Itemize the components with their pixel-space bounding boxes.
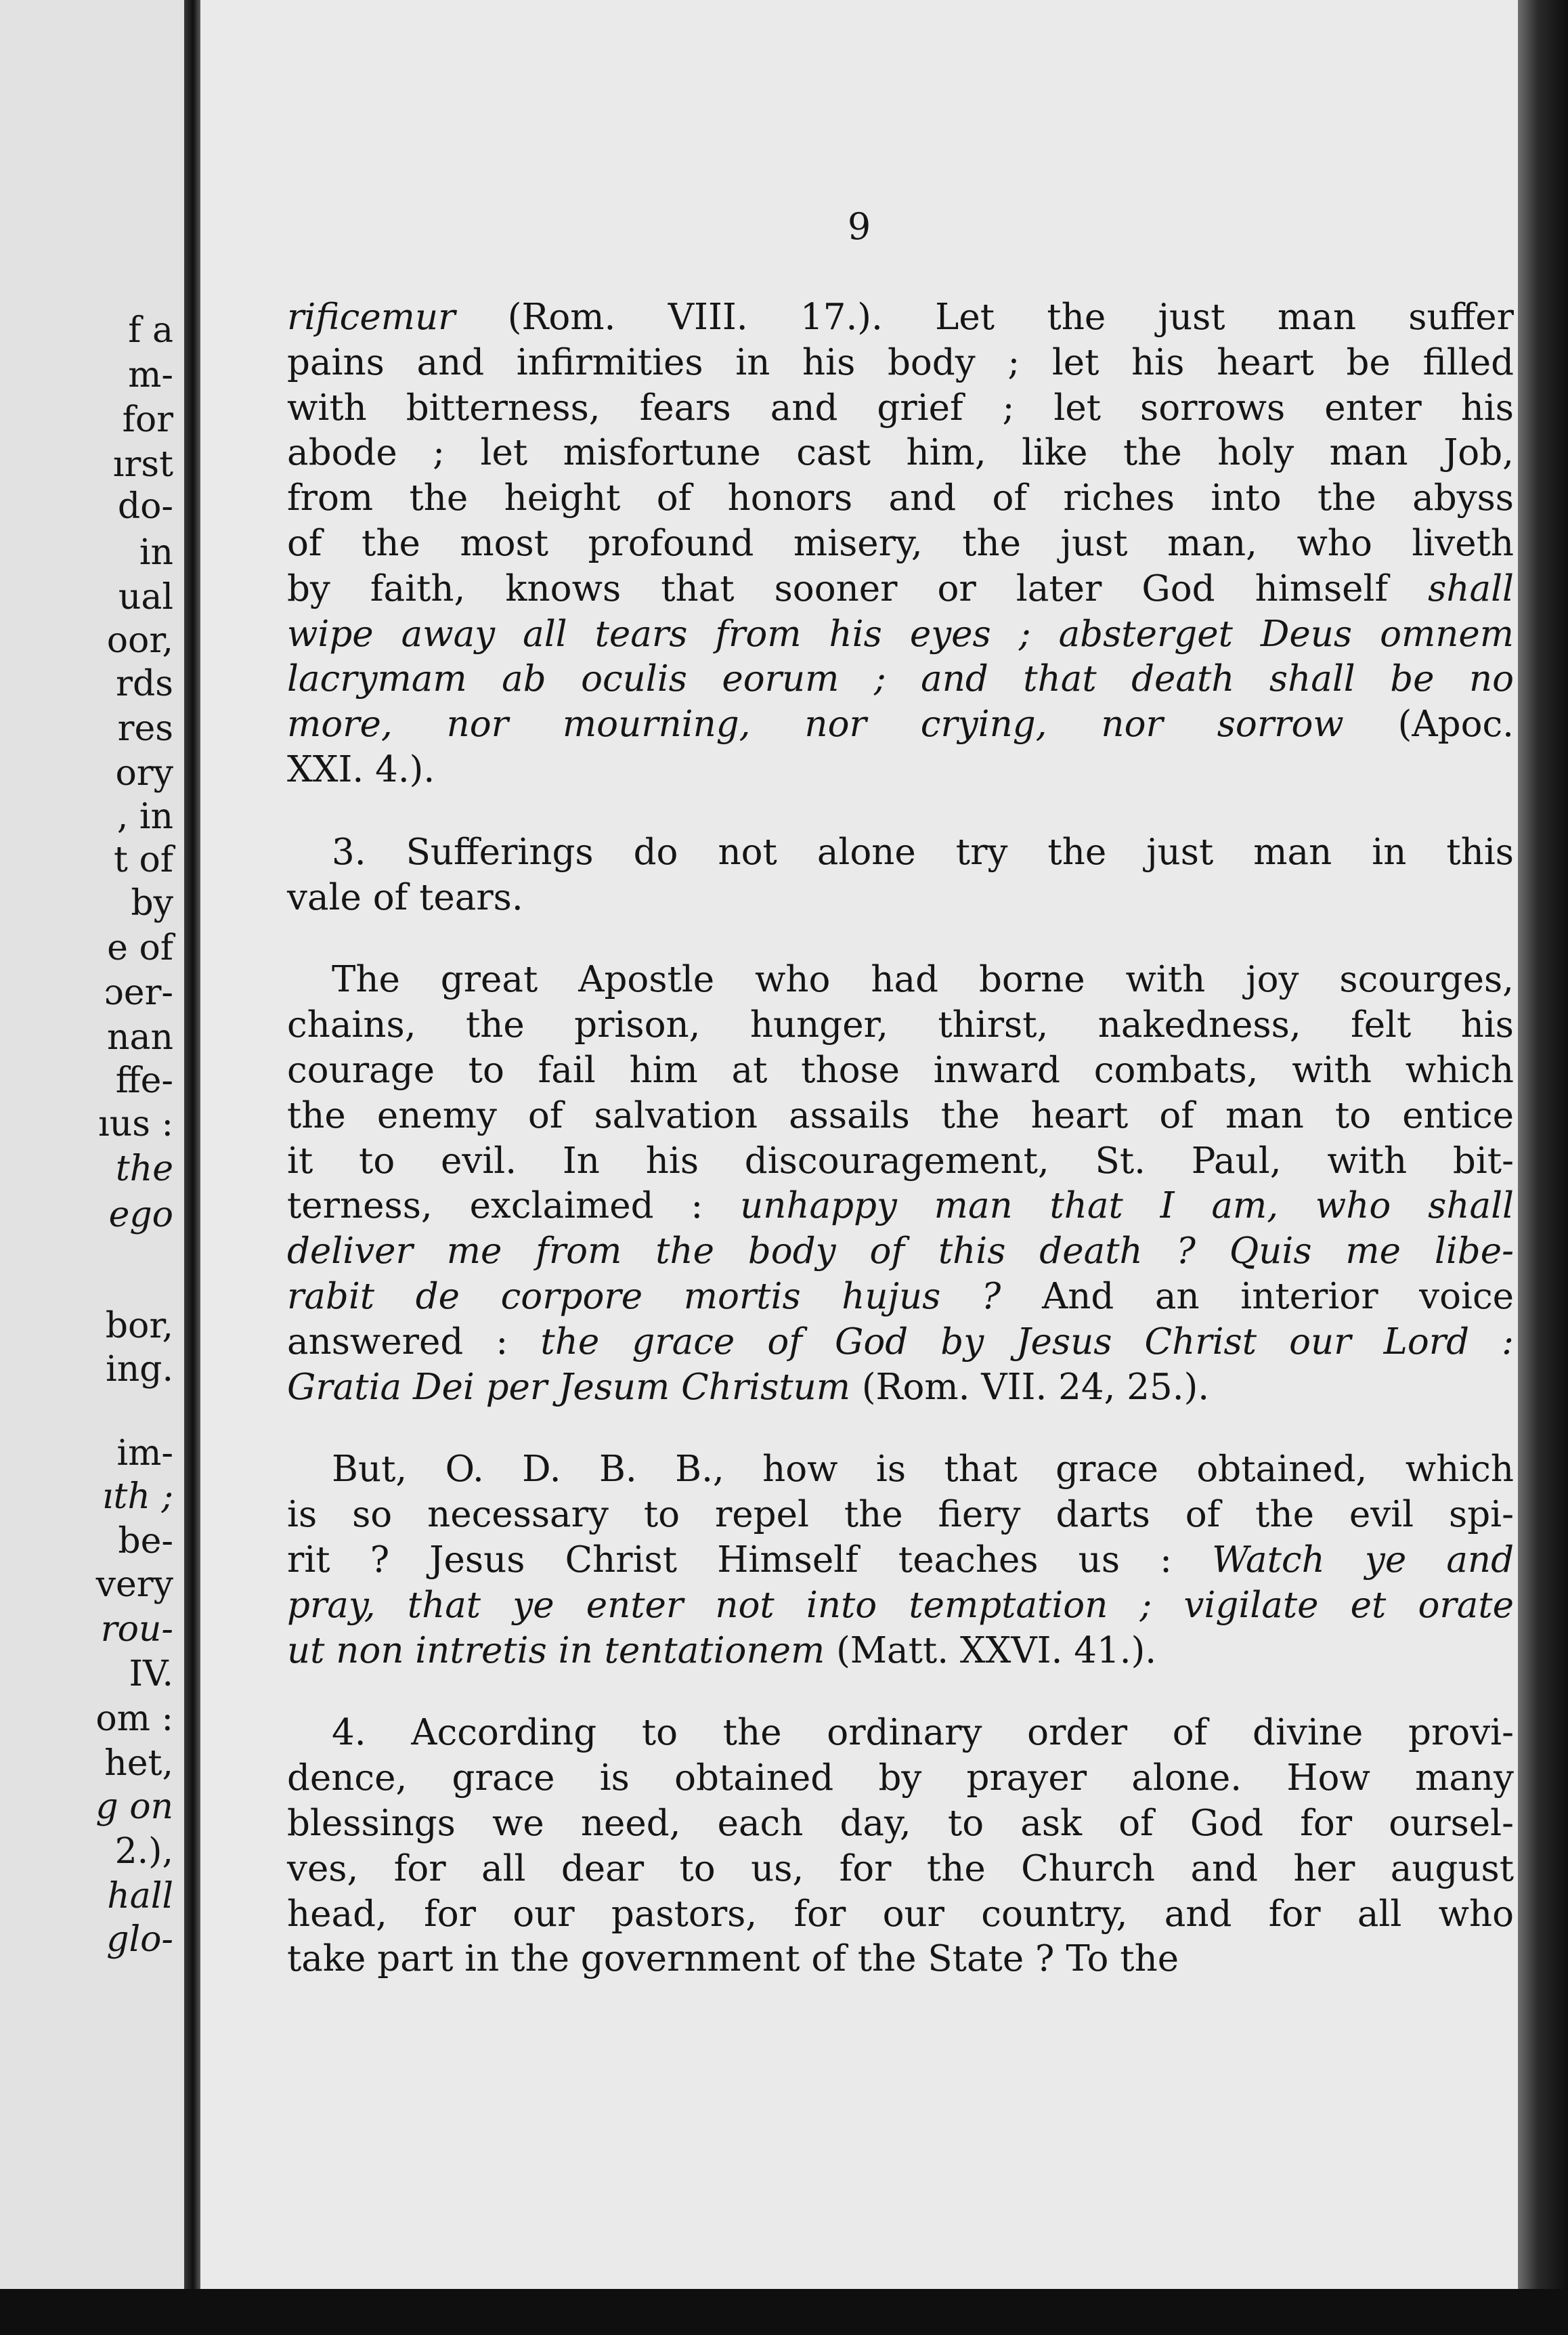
margin-fragment: 2.),	[114, 1831, 173, 1872]
text-line	[287, 958, 1514, 1003]
margin-fragment: rds	[116, 664, 173, 704]
text-line	[287, 1847, 1514, 1892]
margin-fragment: t of	[114, 840, 173, 880]
text-line	[287, 295, 1514, 341]
margin-fragment: the	[115, 1149, 173, 1189]
book-gutter	[184, 0, 200, 2335]
text-run: XXI. 4.).	[287, 748, 435, 790]
margin-fragment: do-	[117, 486, 173, 527]
margin-fragment: f a	[128, 310, 173, 351]
text-line	[287, 1320, 1514, 1365]
margin-fragment: in	[139, 532, 173, 573]
margin-fragment: ıth ;	[102, 1476, 173, 1517]
text-run: dence, grace is obtained by prayer alone. How many	[287, 1757, 1514, 1799]
italic-run: ut non intretis in tentationem	[287, 1629, 825, 1671]
text-line	[287, 1801, 1514, 1847]
margin-fragment: nan	[107, 1017, 173, 1058]
text-line	[287, 1583, 1514, 1629]
margin-fragment: m-	[128, 355, 173, 395]
text-line	[287, 657, 1514, 702]
text-line	[287, 830, 1514, 876]
text-line	[287, 1447, 1514, 1493]
text-line	[287, 1003, 1514, 1048]
text-line	[287, 1184, 1514, 1229]
margin-fragment: glo-	[106, 1919, 173, 1960]
italic-run: the grace of God by Jesus Christ our Lord :	[540, 1321, 1515, 1363]
text-line	[287, 1756, 1514, 1801]
margin-fragment: very	[95, 1564, 173, 1605]
italic-run: pray, that ye enter not into temptation ; vigilate et orate	[287, 1584, 1514, 1626]
italic-run: shall	[1428, 567, 1514, 609]
text-run: (Apoc.	[1343, 704, 1515, 746]
margin-fragment: ego	[108, 1195, 173, 1235]
paragraph-gap	[287, 1673, 1514, 1711]
text-run: is so necessary to repel the fiery darts of the evil spi-	[287, 1494, 1514, 1536]
text-run: courage to fail him at those inward combats, with which	[287, 1049, 1514, 1091]
text-line	[287, 386, 1514, 431]
margin-fragment: res	[117, 708, 173, 749]
text-line	[287, 1229, 1514, 1274]
italic-run: rificemur	[287, 297, 456, 338]
text-run: ves, for all dear to us, for the Church and her august	[287, 1847, 1514, 1889]
text-line	[287, 748, 1514, 793]
text-line	[287, 1538, 1514, 1583]
italic-run: rabit de corpore mortis hujus ?	[287, 1275, 1001, 1317]
text-run: it to evil. In his discouragement, St. Paul, with bit-	[287, 1140, 1514, 1182]
text-line	[287, 1139, 1514, 1184]
italic-run: Gratia Dei per Jesum Christum	[287, 1366, 851, 1408]
margin-fragment: g on	[95, 1786, 173, 1827]
margin-fragment: oor,	[106, 620, 173, 661]
margin-fragment: by	[131, 883, 173, 924]
text-run: vale of tears.	[287, 876, 523, 918]
italic-run: unhappy man that I am, who shall	[740, 1185, 1514, 1227]
margin-fragment: ɔer-	[104, 972, 173, 1013]
text-line	[287, 476, 1514, 521]
text-line	[287, 1892, 1514, 1937]
text-run: head, for our pastors, for our country, and for all who	[287, 1893, 1514, 1935]
margin-fragment: , in	[116, 796, 173, 837]
text-line	[287, 612, 1514, 658]
paragraph-gap	[287, 920, 1514, 958]
text-run: 3. Sufferings do not alone try the just man in this	[332, 831, 1514, 873]
text-run: from the height of honors and of riches into the abyss	[287, 477, 1514, 519]
margin-fragment: ing.	[106, 1349, 173, 1390]
margin-fragment: ual	[118, 577, 173, 618]
italic-run: Watch ye and	[1212, 1539, 1514, 1581]
margin-fragment: be-	[118, 1521, 173, 1562]
text-line	[287, 1629, 1514, 1674]
text-line	[287, 567, 1514, 612]
margin-fragment: ory	[115, 753, 173, 794]
margin-fragment: ffe-	[115, 1061, 173, 1101]
text-line	[287, 1048, 1514, 1094]
text-run: The great Apostle who had borne with joy scourges,	[332, 959, 1514, 1001]
text-line	[287, 702, 1514, 748]
italic-run: lacrymam ab oculis eorum ; and that death shall be no	[287, 658, 1514, 700]
margin-fragment: im-	[116, 1433, 173, 1474]
margin-fragment: ırst	[112, 444, 173, 485]
text-line	[287, 1094, 1514, 1139]
text-line	[287, 341, 1514, 386]
text-line	[287, 1365, 1514, 1411]
text-run: pains and infirmities in his body ; let his heart be filled	[287, 341, 1514, 383]
page-number: 9	[847, 205, 871, 248]
text-line	[287, 1937, 1514, 1982]
text-run: answered :	[287, 1321, 541, 1363]
margin-fragment: hall	[107, 1876, 173, 1916]
page-edge	[1518, 0, 1568, 2335]
margin-fragment: IV.	[129, 1654, 173, 1694]
text-run: And an interior voice	[1001, 1275, 1514, 1317]
text-run: with bitterness, fears and grief ; let sorrows enter his	[287, 387, 1514, 429]
book-page	[200, 0, 1518, 2289]
text-run: the enemy of salvation assails the heart of man to entice	[287, 1094, 1514, 1136]
text-run: terness, exclaimed :	[287, 1185, 741, 1227]
text-run: chains, the prison, hunger, thirst, nakedness, felt his	[287, 1004, 1514, 1046]
text-run: 4. According to the ordinary order of divine provi-	[332, 1712, 1514, 1754]
margin-fragment: bor,	[105, 1306, 173, 1346]
text-line	[287, 1493, 1514, 1538]
italic-run: more, nor mourning, nor crying, nor sorrow	[287, 704, 1344, 746]
text-run: blessings we need, each day, to ask of God for oursel-	[287, 1802, 1514, 1844]
facing-page-fragment	[0, 0, 184, 2335]
margin-fragment: ıus :	[98, 1104, 173, 1144]
text-line	[287, 876, 1514, 921]
text-line	[287, 521, 1514, 567]
scan-border	[0, 2289, 1568, 2335]
text-run: (Rom. VII. 24, 25.).	[850, 1366, 1210, 1408]
margin-fragment: het,	[104, 1743, 173, 1784]
text-run: by faith, knows that sooner or later God himself	[287, 567, 1429, 609]
text-run: of the most profound misery, the just man, who liveth	[287, 522, 1514, 564]
margin-fragment: e of	[107, 928, 173, 968]
text-run: (Rom. VIII. 17.). Let the just man suffer	[455, 297, 1514, 338]
paragraph-gap	[287, 793, 1514, 830]
text-run: rit ? Jesus Christ Himself teaches us :	[287, 1539, 1213, 1581]
margin-fragment: for	[122, 400, 173, 440]
text-line	[287, 1274, 1514, 1320]
text-run: But, O. D. B. B., how is that grace obtained, which	[332, 1449, 1514, 1491]
margin-fragment: rou-	[100, 1609, 173, 1650]
text-run: abode ; let misfortune cast him, like the holy man Job,	[287, 432, 1514, 474]
page-body	[287, 295, 1514, 1982]
italic-run: deliver me from the body of this death ? Quis me libe-	[287, 1230, 1514, 1272]
text-line	[287, 1711, 1514, 1756]
paragraph-gap	[287, 1410, 1514, 1447]
text-run: (Matt. XXVI. 41.).	[825, 1629, 1157, 1671]
italic-run: wipe away all tears from his eyes ; absterget Deus omnem	[287, 613, 1514, 655]
margin-fragment: om :	[95, 1698, 173, 1739]
text-line	[287, 431, 1514, 476]
text-run: take part in the government of the State ? To the	[287, 1938, 1179, 1980]
